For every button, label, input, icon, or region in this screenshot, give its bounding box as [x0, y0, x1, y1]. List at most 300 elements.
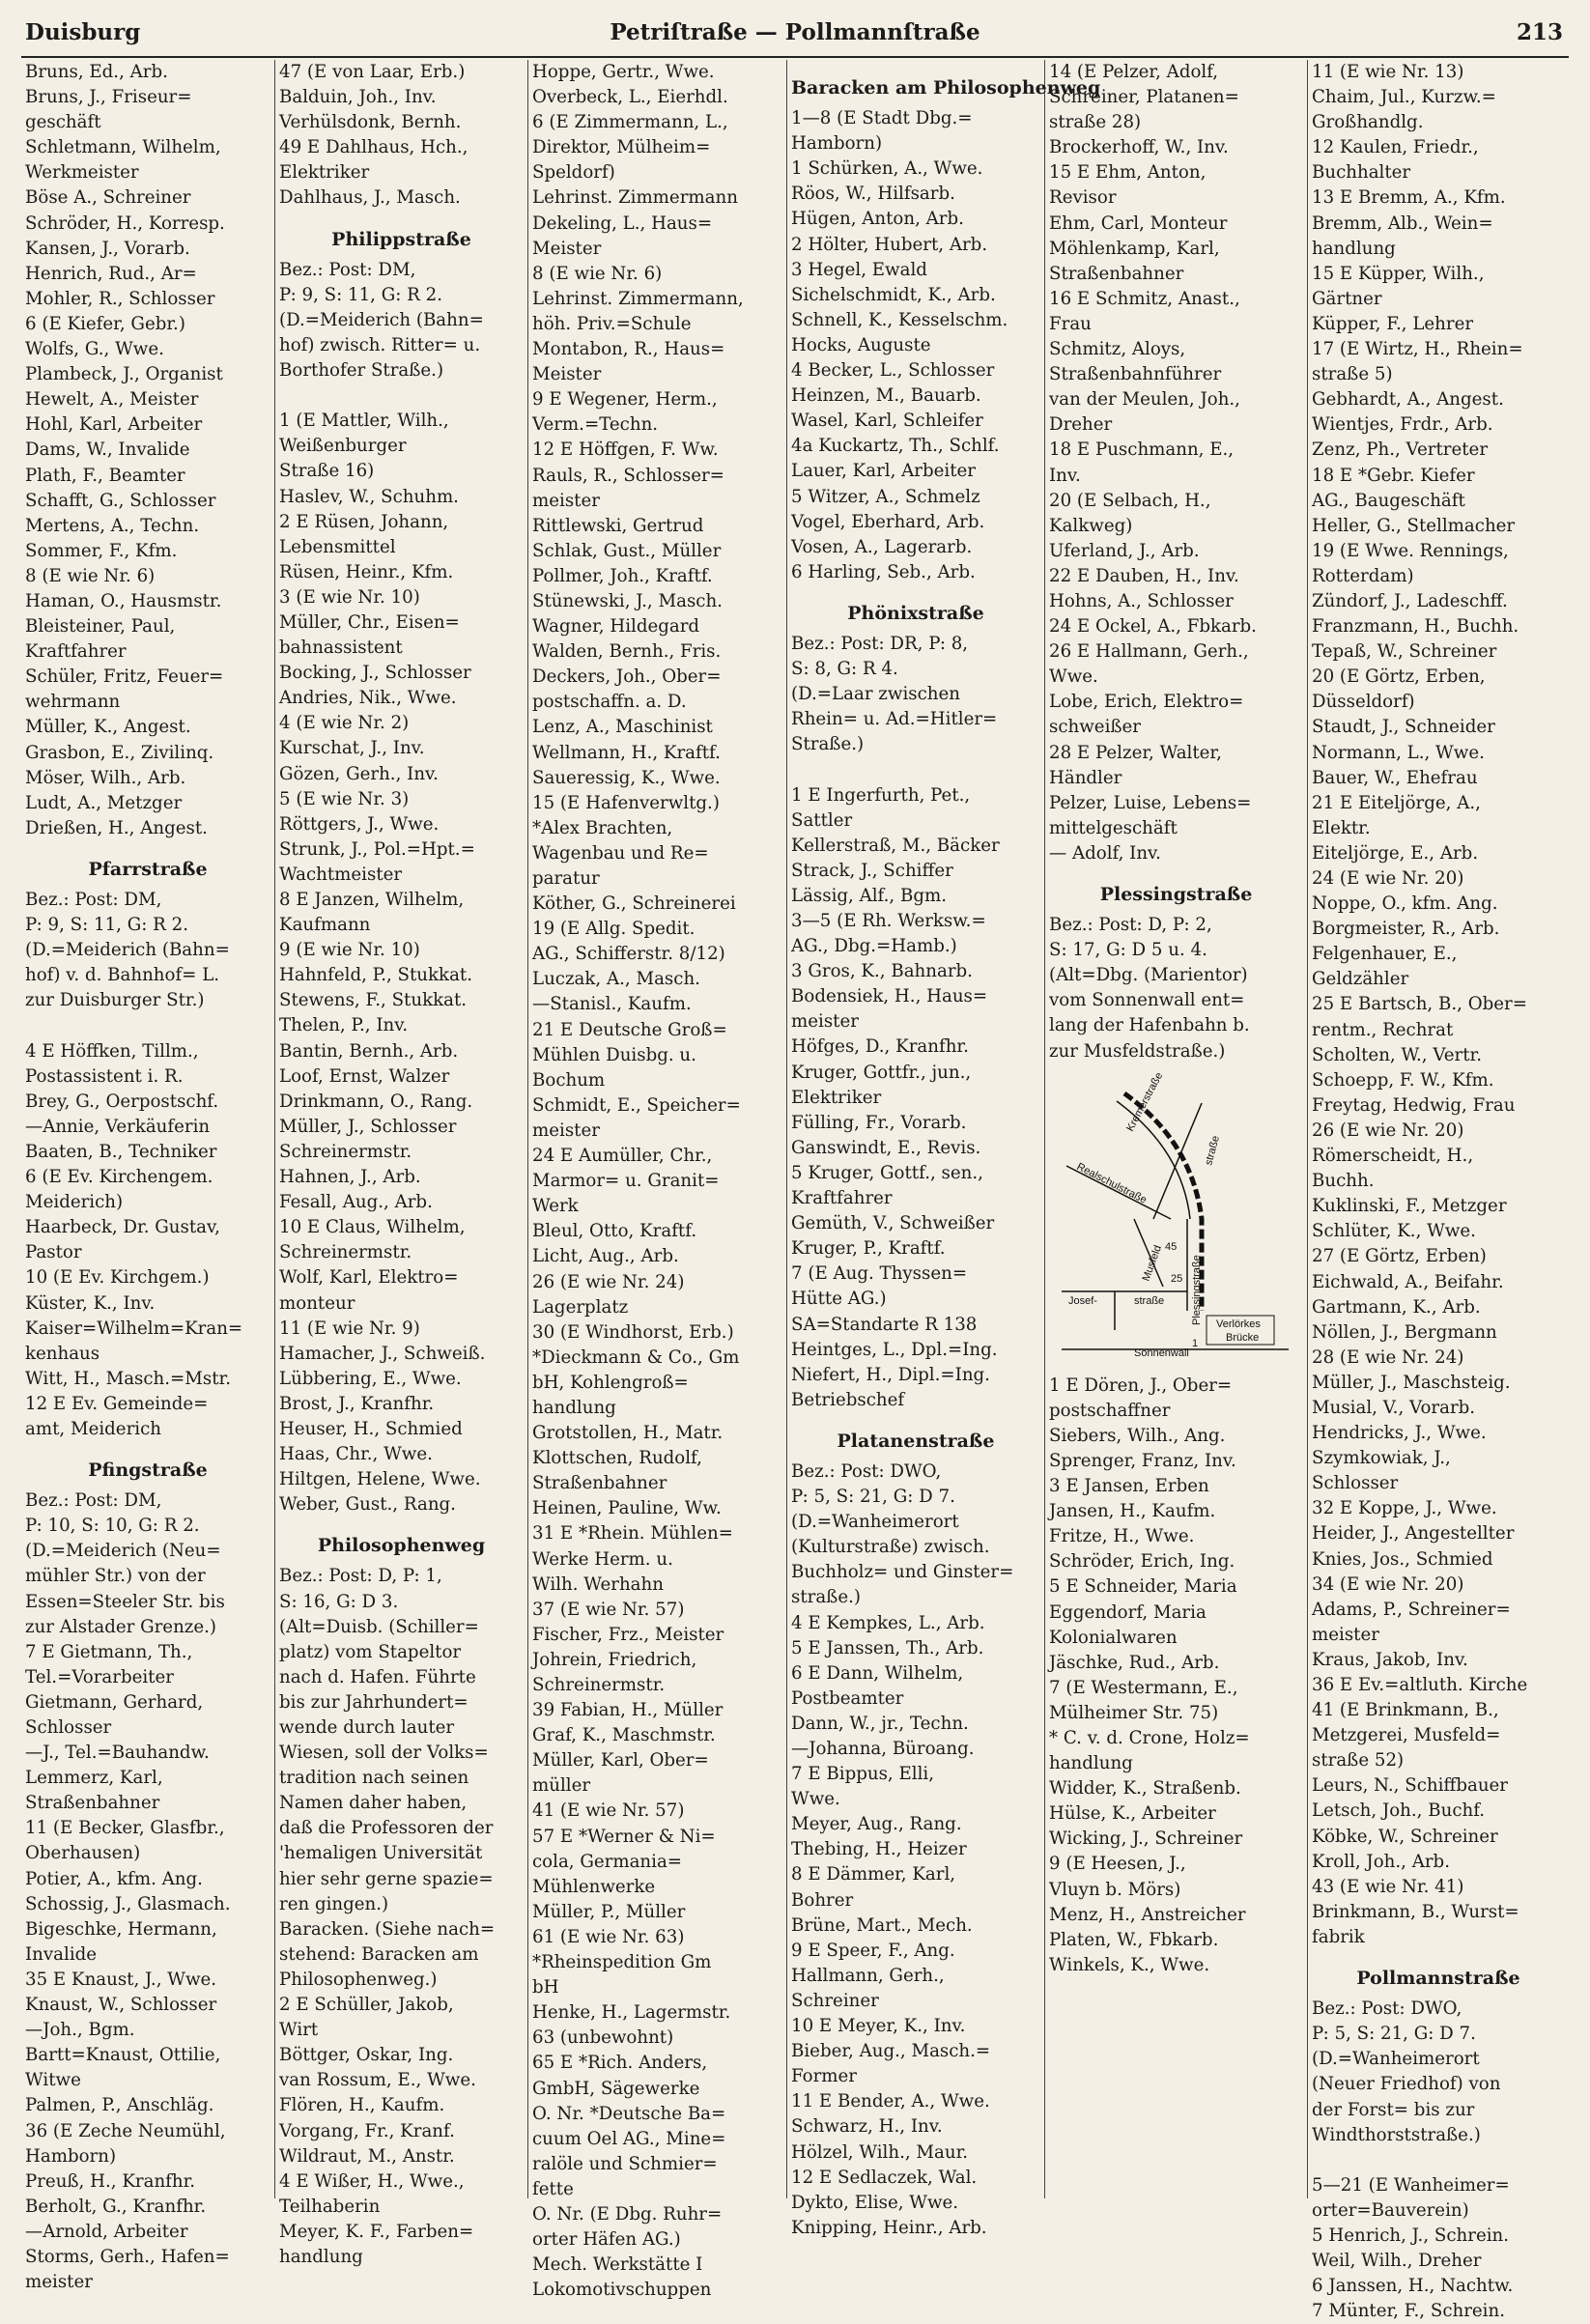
entry-line: 10 (E Ev. Kirchgem.) [25, 1267, 210, 1289]
entry-line: handlung [1312, 238, 1396, 259]
entry-line: Letsch, Joh., Buchf. [1312, 1800, 1486, 1822]
entry-line: (Alt=Dbg. (Marientor) [1049, 965, 1248, 986]
page-header [21, 17, 1569, 58]
entry-line: Klottschen, Rudolf, [532, 1448, 702, 1469]
entry-line: Wwe. [1049, 666, 1098, 688]
entry-line: Kraus, Jakob, Inv. [1312, 1649, 1468, 1670]
street-heading: Phönixstraße [847, 602, 984, 624]
entry-line: Lauer, Karl, Arbeiter [791, 461, 976, 482]
entry-line: hof) zwisch. Ritter= u. [279, 334, 481, 355]
street-heading: Philippstraße [331, 228, 471, 250]
entry-line: Rotterdam) [1312, 565, 1414, 586]
entry-line: Hülse, K., Arbeiter [1049, 1803, 1216, 1825]
entry-line: Balduin, Joh., Inv. [279, 87, 437, 108]
entry-line: 6 Harling, Seb., Arb. [791, 561, 976, 582]
entry-line: 28 E Pelzer, Walter, [1049, 742, 1222, 763]
entry-line: Schnell, K., Kesselschm. [791, 309, 1008, 330]
entry-line: Potier, A., kfm. Ang. [25, 1868, 203, 1889]
entry-line: Hoppe, Gertr., Wwe. [532, 62, 715, 82]
entry-line: Elektr. [1312, 817, 1371, 838]
entry-line: 1 Schürken, A., Wwe. [791, 158, 983, 180]
entry-line: meister [532, 1119, 600, 1141]
entry-line: SA=Standarte R 138 [791, 1314, 978, 1335]
entry-line [1312, 2148, 1565, 2173]
entry-line: Freytag, Hedwig, Frau [1312, 1094, 1516, 1116]
entry-line: Witt, H., Masch.=Mstr. [25, 1368, 232, 1389]
entry-line: Heintges, L., Dpl.=Ing. [791, 1339, 998, 1360]
entry-line: Werk [532, 1196, 579, 1217]
entry-line: stehend: Baracken am [279, 1943, 479, 1965]
column-2 [275, 60, 528, 2267]
entry-line: Wiesen, soll der Volks= [279, 1743, 489, 1764]
entry-line: handlung [1049, 1753, 1133, 1774]
entry-line: Johrein, Friedrich, [532, 1649, 697, 1670]
entry-line: Werkmeister [25, 162, 139, 184]
entry-line: 25 E Bartsch, B., Ober= [1312, 994, 1527, 1015]
entry-line: —Annie, Verkäuferin [25, 1116, 211, 1137]
entry-line: rentm., Rechrat [1312, 1019, 1454, 1040]
entry-line: — Adolf, Inv. [1049, 842, 1161, 864]
entry-line: Dahlhaus, J., Masch. [279, 187, 461, 209]
entry-line [279, 383, 524, 409]
entry-line: Kruger, Gottfr., jun., [791, 1062, 972, 1083]
entry-line: Menz, H., Anstreicher [1049, 1904, 1246, 1925]
entry-line: Schossig, J., Glasmach. [25, 1893, 231, 1914]
entry-line: Bez.: Post: DR, P: 8, [791, 633, 969, 654]
column-6 [1308, 60, 1569, 2322]
entry-line: 1—8 (E Stadt Dbg.= [791, 108, 973, 129]
entry-line: Schreinermstr. [532, 1675, 666, 1695]
number-25-label: 25 [1171, 1272, 1183, 1285]
entry-line: geschäft [25, 112, 101, 133]
entry-line: Bremm, Alb., Wein= [1312, 213, 1493, 234]
entry-line: Loof, Ernst, Walzer [279, 1065, 450, 1087]
entry-line: amt, Meiderich [25, 1418, 161, 1439]
entry-line: 5 E Schneider, Maria [1049, 1576, 1237, 1598]
entry-line: Ehm, Carl, Monteur [1049, 213, 1228, 234]
entry-line: ren gingen.) [279, 1893, 389, 1914]
entry-line: Haarbeck, Dr. Gustav, [25, 1217, 220, 1238]
column-1 [21, 60, 275, 2293]
entry-line: Bez.: Post: DWO, [1312, 1998, 1462, 2020]
number-45-label: 45 [1165, 1240, 1178, 1253]
entry-line: Normann, L., Wwe. [1312, 742, 1485, 763]
entry-line: 5 E Janssen, Th., Arb. [791, 1637, 984, 1658]
entry-line: Overbeck, L., Eierhdl. [532, 87, 728, 108]
entry-line: 2 E Rüsen, Johann, [279, 511, 449, 532]
entry-line: Knipping, Heinr., Arb. [791, 2217, 987, 2238]
entry-line: Mech. Werkstätte I [532, 2254, 703, 2276]
entry-line: Hallmann, Gerh., [791, 1965, 945, 1986]
entry-line: Schlak, Gust., Müller [532, 540, 722, 561]
entry-line: 15 E Küpper, Wilh., [1312, 263, 1485, 284]
entry-line: Schlüter, K., Wwe. [1312, 1221, 1476, 1242]
entry-line: Straße.) [791, 734, 865, 755]
entry-line: Kraftfahrer [25, 641, 127, 663]
directory-page [21, 17, 1569, 2322]
entry-line: *Rheinspedition Gm [532, 1952, 712, 1973]
entry-line: Heuser, H., Schmied [279, 1418, 463, 1439]
entry-line: meister [25, 2272, 93, 2293]
entry-line: Pelzer, Luise, Lebens= [1049, 792, 1252, 813]
entry-line: Eiteljörge, E., Arb. [1312, 842, 1479, 864]
entry-line: (D.=Wanheimerort [791, 1512, 959, 1533]
entry-line: Former [791, 2066, 857, 2087]
entry-line: kenhaus [25, 1343, 100, 1364]
entry-line: Küster, K., Inv. [25, 1292, 156, 1314]
entry-line: Müller, K., Angest. [25, 717, 191, 738]
entry-line: 2 E Schüller, Jakob, [279, 1995, 454, 2016]
entry-line: handlung [279, 2246, 363, 2267]
page-number: 213 [1516, 19, 1563, 45]
entry-line: Bantin, Bernh., Arb. [279, 1040, 459, 1062]
entry-line: Invalide [25, 1943, 98, 1965]
entry-line: Revisor [1049, 187, 1117, 209]
entry-line: 12 E Höffgen, F. Ww. [532, 439, 719, 461]
entry-line: Kolonialwaren [1049, 1627, 1178, 1648]
entry-line: Knaust, W., Schlosser [25, 1995, 217, 2016]
entry-line: 10 E Meyer, K., Inv. [791, 2016, 966, 2037]
entry-line: 43 (E wie Nr. 41) [1312, 1876, 1464, 1897]
entry-line: Straßenbahnführer [1049, 364, 1222, 385]
entry-line: Weber, Gust., Rang. [279, 1494, 456, 1516]
entry-line: Schreiner, Platanen= [1049, 87, 1239, 108]
entry-line: Brost, J., Kranfhr. [279, 1393, 435, 1414]
josef-label: Josef- [1068, 1294, 1097, 1307]
entry-line: 7 Münter, F., Schrein. [1312, 2301, 1505, 2322]
entry-line: Noppe, O., kfm. Ang. [1312, 893, 1498, 915]
entry-line: Schoepp, F. W., Kfm. [1312, 1069, 1494, 1091]
entry-line: Fesall, Aug., Arb. [279, 1192, 433, 1213]
entry-line: Thebing, H., Heizer [791, 1839, 967, 1860]
entry-line: 21 E Deutsche Groß= [532, 1019, 727, 1040]
entry-line: Widder, K., Straßenb. [1049, 1778, 1241, 1800]
entry-line: wende durch lauter [279, 1717, 455, 1738]
entry-line: Metzgerei, Musfeld= [1312, 1725, 1501, 1746]
entry-line: Hendricks, J., Wwe. [1312, 1423, 1487, 1444]
entry-line: Chaim, Jul., Kurzw.= [1312, 87, 1496, 108]
street-heading: Pfarrstraße [88, 858, 208, 880]
entry-line: Bez.: Post: DM, [25, 890, 162, 910]
entry-line: straße.) [791, 1587, 861, 1608]
entry-line: 47 (E von Laar, Erb.) [279, 62, 466, 82]
entry-line: mittelgeschäft [1049, 817, 1178, 838]
entry-line: meister [791, 1011, 859, 1033]
entry-line: 9 E Speer, F., Ang. [791, 1940, 955, 1961]
entry-line: Zenz, Ph., Vertreter [1312, 439, 1489, 461]
entry-line: wehrmann [25, 692, 121, 713]
entry-line: Gemüth, V., Schweißer [791, 1213, 995, 1234]
entry-line: Lübbering, E., Wwe. [279, 1368, 462, 1389]
entry-line: Kurschat, J., Inv. [279, 738, 425, 759]
entry-line: Möser, Wilh., Arb. [25, 767, 186, 788]
entry-line: Zündorf, J., Ladeschff. [1312, 590, 1508, 611]
entry-line: 11 (E wie Nr. 9) [279, 1318, 420, 1339]
entry-line: platz) vom Stapeltor [279, 1641, 462, 1662]
entry-line: Müller, J., Maschsteig. [1312, 1372, 1511, 1393]
entry-line: Bez.: Post: D, P: 1, [279, 1566, 442, 1587]
entry-line: 3 Hegel, Ewald [791, 259, 927, 280]
entry-line: Mühlen Duisbg. u. [532, 1044, 696, 1065]
entry-line: Licht, Aug., Arb. [532, 1246, 679, 1267]
entry-line: Bocking, J., Schlosser [279, 663, 471, 684]
entry-line: Winkels, K., Wwe. [1049, 1954, 1210, 1975]
entry-line: Hahnfeld, P., Stukkat. [279, 965, 472, 986]
entry-line: Schüler, Fritz, Feuer= [25, 666, 224, 688]
entry-line: Röos, W., Hilfsarb. [791, 184, 955, 205]
entry-line: Haman, O., Hausmstr. [25, 590, 222, 611]
entry-line: Düsseldorf) [1312, 692, 1415, 713]
entry-line: 11 E Bender, A., Wwe. [791, 2091, 990, 2112]
entry-line: Bruns, Ed., Arb. [25, 62, 168, 82]
entry-line: Henke, H., Lagermstr. [532, 2002, 731, 2024]
entry-line: Lenz, A., Maschinist [532, 717, 713, 738]
entry-line: Lässig, Alf., Bgm. [791, 885, 948, 906]
entry-line: Brüne, Mart., Mech. [791, 1914, 973, 1936]
entry-line: ralöle und Schmier= [532, 2153, 718, 2174]
entry-line: 26 (E wie Nr. 24) [532, 1271, 685, 1292]
entry-line: Buchhalter [1312, 162, 1411, 184]
entry-line: 9 E Wegener, Herm., [532, 389, 718, 411]
entry-line: Hohns, A., Schlosser [1049, 590, 1234, 611]
entry-line: Wagner, Hildegard [532, 616, 700, 638]
entry-line: Mülheimer Str. 75) [1049, 1702, 1219, 1723]
entry-line: Hamacher, J., Schweiß. [279, 1343, 486, 1364]
entry-line: 7 E Gietmann, Th., [25, 1641, 193, 1662]
entry-line: 6 Janssen, H., Nachtw. [1312, 2276, 1514, 2297]
entry-line: Wagenbau und Re= [532, 842, 709, 864]
street-heading: Platanenstraße [837, 1430, 995, 1452]
entry-line: 28 (E wie Nr. 24) [1312, 1346, 1464, 1368]
strasse-label: straße [1203, 1134, 1222, 1167]
entry-line: Frau [1049, 313, 1092, 334]
entry-line: Vorgang, Fr., Kranf. [279, 2120, 455, 2141]
entry-line: Borthofer Straße.) [279, 360, 444, 382]
entry-line: paratur [532, 868, 600, 889]
entry-line: Plath, F., Beamter [25, 465, 185, 486]
entry-line: O. Nr. *Deutsche Ba= [532, 2103, 726, 2124]
entry-line: 27 (E Görtz, Erben) [1312, 1246, 1487, 1267]
entry-line: Heider, J., Angestellter [1312, 1523, 1515, 1545]
entry-line [25, 1013, 270, 1038]
entry-line: Franzmann, H., Buchh. [1312, 616, 1519, 638]
entry-line: P: 5, S: 21, G: D 7. [791, 1487, 955, 1508]
entry-line: Gärtner [1312, 288, 1382, 309]
kremer-street-line [1117, 1101, 1190, 1219]
entry-line: schweißer [1049, 717, 1141, 738]
entry-line: Luczak, A., Masch. [532, 969, 700, 990]
entry-line: Essen=Steeler Str. bis [25, 1591, 225, 1612]
entry-line: müller [532, 1775, 591, 1797]
entry-line: cuum Oel AG., Mine= [532, 2128, 726, 2149]
entry-line: Hamborn) [791, 133, 883, 155]
entry-line: Müller, Chr., Eisen= [279, 611, 460, 633]
entry-line: 'hemaligen Universität [279, 1843, 483, 1864]
entry-line: Händler [1049, 767, 1122, 788]
entry-line: 6 E Dann, Wilhelm, [791, 1662, 964, 1684]
entry-line: * C. v. d. Crone, Holz= [1049, 1727, 1250, 1748]
entry-line: 57 E *Werner & Ni= [532, 1826, 716, 1847]
entry-line: P: 9, S: 11, G: R 2. [279, 284, 442, 305]
entry-line: Köbke, W., Schreiner [1312, 1826, 1498, 1847]
entry-line: Hohl, Karl, Arbeiter [25, 414, 203, 436]
entry-line: Mohler, R., Schlosser [25, 288, 215, 309]
entry-line: Bauer, W., Ehefrau [1312, 767, 1478, 788]
entry-line: Speldorf) [532, 162, 615, 184]
entry-line: 26 (E wie Nr. 20) [1312, 1119, 1464, 1141]
entry-line: Wicking, J., Schreiner [1049, 1828, 1243, 1850]
entry-line: Namen daher haben, [279, 1793, 468, 1814]
entry-line [791, 757, 1040, 782]
street-heading: Plessingstraße [1099, 884, 1253, 905]
entry-line: 19 (E Wwe. Rennings, [1312, 540, 1509, 561]
entry-line: 24 E Aumüller, Chr., [532, 1146, 713, 1167]
entry-line: Stewens, F., Stukkat. [279, 990, 468, 1011]
entry-line: Straßenbahner [532, 1473, 667, 1494]
entry-line: Nöllen, J., Bergmann [1312, 1321, 1497, 1343]
entry-line: —Joh., Bgm. [25, 2020, 135, 2041]
entry-line: Sprenger, Franz, Inv. [1049, 1450, 1236, 1471]
entry-line: Heller, G., Stellmacher [1312, 515, 1516, 536]
entry-line: AG., Dbg.=Hamb.) [791, 936, 957, 957]
entry-line: Thelen, P., Inv. [279, 1015, 409, 1036]
entry-line: bahnassistent [279, 638, 403, 659]
entry-line: Pastor [25, 1242, 82, 1263]
entry-line: mühler Str.) von der [25, 1566, 206, 1587]
entry-line: (D.=Laar zwischen [791, 684, 960, 705]
entry-line: 12 Kaulen, Friedr., [1312, 137, 1479, 158]
entry-line: S: 8, G: R 4. [791, 659, 898, 680]
entry-line: Meister [532, 238, 602, 259]
entry-line: Sichelschmidt, K., Arb. [791, 284, 996, 305]
entry-line: 6 (E Kiefer, Gebr.) [25, 313, 185, 334]
entry-line: 4 (E wie Nr. 2) [279, 713, 410, 734]
entry-line: Postbeamter [791, 1687, 904, 1709]
entry-line: Bez.: Post: DWO, [791, 1460, 942, 1482]
entry-line: Schwarz, H., Inv. [791, 2116, 943, 2138]
entry-line: Wasel, Karl, Schleifer [791, 411, 983, 432]
entry-line: Lebensmittel [279, 536, 396, 557]
entry-line: P: 9, S: 11, G: R 2. [25, 915, 188, 936]
josef-label-2: straße [1134, 1294, 1165, 1307]
entry-line: S: 16, G: D 3. [279, 1591, 399, 1612]
entry-line: Uferland, J., Arb. [1049, 540, 1200, 561]
entry-line: 36 E Ev.=altluth. Kirche [1312, 1675, 1528, 1695]
entry-line: 13 E Bremm, A., Kfm. [1312, 187, 1506, 209]
entry-line: 61 (E wie Nr. 63) [532, 1926, 685, 1947]
entry-line: 37 (E wie Nr. 57) [532, 1599, 685, 1620]
entry-line: Strack, J., Schiffer [791, 860, 953, 881]
entry-line: Platen, W., Fbkarb. [1049, 1929, 1219, 1950]
entry-line: 12 E Sedlaczek, Wal. [791, 2167, 978, 2188]
entry-line: daß die Professoren der [279, 1818, 494, 1839]
entry-line: 8 E Dämmer, Karl, [791, 1864, 956, 1885]
entry-line: Wilh. Werhahn [532, 1573, 664, 1595]
entry-line: van Rossum, E., Wwe. [279, 2070, 476, 2091]
entry-line: Brey, G., Oerpostschf. [25, 1091, 219, 1112]
entry-line: 3 (E wie Nr. 10) [279, 586, 420, 608]
entry-line: bH [532, 1977, 559, 1998]
entry-line: Gartmann, K., Arb. [1312, 1296, 1481, 1318]
entry-line: Windthorststraße.) [1312, 2124, 1481, 2145]
entry-line: Preuß, H., Kranfhr. [25, 2170, 196, 2192]
entry-line: 5 (E wie Nr. 3) [279, 788, 410, 809]
entry-line: Wwe. [791, 1789, 840, 1810]
entry-line: 1 E Ingerfurth, Pet., [791, 784, 971, 806]
entry-line: (Kulturstraße) zwisch. [791, 1537, 990, 1558]
entry-line: 1 E Dören, J., Ober= [1049, 1375, 1233, 1396]
entry-line: Knies, Jos., Schmied [1312, 1548, 1493, 1570]
entry-line: Gözen, Gerh., Inv. [279, 763, 439, 784]
entry-line: Bartt=Knaust, Ottilie, [25, 2045, 221, 2066]
entry-line: Müller, Karl, Ober= [532, 1750, 709, 1771]
entry-line: tradition nach seinen [279, 1768, 469, 1789]
entry-line: Bohrer [791, 1889, 854, 1911]
column-container [21, 60, 1569, 2322]
entry-line: postschaffner [1049, 1400, 1171, 1421]
entry-line: Inv. [1049, 465, 1081, 486]
entry-line: Verhülsdonk, Bernh. [279, 112, 462, 133]
number-1-label: 1 [1192, 1337, 1199, 1349]
entry-line: 63 (unbewohnt) [532, 2027, 674, 2049]
entry-line: höh. Priv.=Schule [532, 313, 692, 334]
entry-line: Kaiser=Wilhelm=Kran= [25, 1318, 243, 1339]
entry-line: Hamborn) [25, 2145, 117, 2167]
entry-line: 5 Kruger, Gottf., sen., [791, 1162, 983, 1183]
entry-line: 4a Kuckartz, Th., Schlf. [791, 436, 1000, 457]
street-heading: Pfingstraße [88, 1460, 208, 1482]
entry-line: Schreinermstr. [279, 1242, 412, 1263]
entry-line: Köther, G., Schreinerei [532, 893, 736, 915]
entry-line: Wirt [279, 2020, 319, 2041]
entry-line: Fischer, Frz., Meister [532, 1624, 724, 1645]
column-5 [1045, 60, 1308, 2198]
entry-line: Dams, W., Invalide [25, 439, 190, 461]
entry-line: Sommer, F., Kfm. [25, 540, 178, 561]
realschul-label: Realschulstraße [1074, 1160, 1149, 1206]
entry-line: Wachtmeister [279, 864, 403, 885]
sonnenwall-label: Sonnenwall [1134, 1346, 1189, 1359]
entry-line: Lokomotivschuppen [532, 2280, 712, 2301]
entry-line: 3—5 (E Rh. Werksw.= [791, 911, 986, 931]
entry-line: Eichwald, A., Beifahr. [1312, 1271, 1504, 1292]
entry-line: van der Meulen, Joh., [1049, 389, 1240, 411]
entry-line: Hocks, Auguste [791, 334, 931, 355]
entry-line: (D.=Wanheimerort [1312, 2049, 1480, 2070]
entry-line: Wolfs, G., Wwe. [25, 339, 164, 360]
entry-line: 4 E Kempkes, L., Arb. [791, 1612, 985, 1633]
entry-line: der Forst= bis zur [1312, 2099, 1475, 2120]
entry-line: Lehrinst. Zimmermann [532, 187, 738, 209]
entry-line: Meyer, Aug., Rang. [791, 1814, 962, 1835]
entry-line: Staudt, J., Schneider [1312, 717, 1495, 738]
entry-line: Baracken. (Siehe nach= [279, 1918, 496, 1940]
entry-line: S: 17, G: D 5 u. 4. [1049, 940, 1207, 961]
entry-line: Tel.=Vorarbeiter [25, 1666, 174, 1687]
entry-line: 5 Henrich, J., Schrein. [1312, 2225, 1510, 2246]
plessing-label: Plessingstraße [1191, 1254, 1203, 1325]
entry-line: Bieber, Aug., Masch.= [791, 2041, 991, 2062]
entry-line: 41 (E Brinkmann, B., [1312, 1700, 1499, 1721]
entry-line: Stünewski, J., Masch. [532, 590, 723, 611]
entry-line: Möhlenkamp, Karl, [1049, 238, 1220, 259]
entry-line: Kraftfahrer [791, 1188, 893, 1209]
entry-line: AG., Schifferstr. 8/12) [532, 944, 725, 965]
entry-line: Kansen, J., Vorarb. [25, 238, 190, 259]
entry-line: Postassistent i. R. [25, 1065, 184, 1087]
entry-line: Bodensiek, H., Haus= [791, 986, 988, 1007]
entry-line: Röttgers, J., Wwe. [279, 813, 440, 835]
